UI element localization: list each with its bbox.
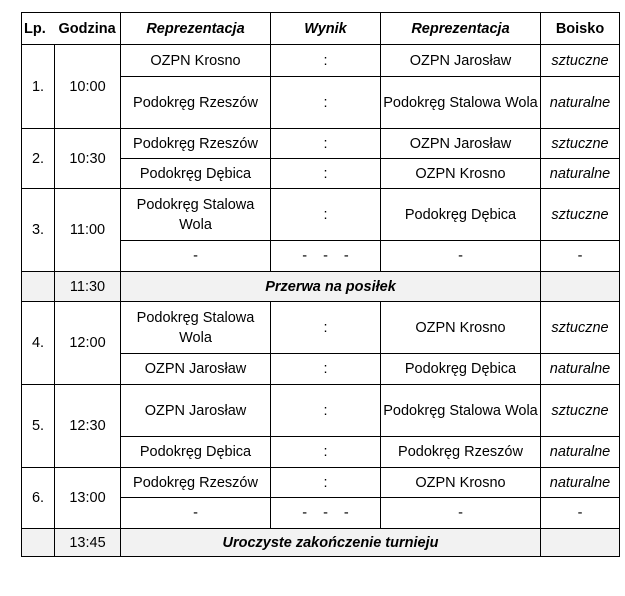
team2-cell: Podokręg Dębica	[381, 354, 541, 385]
score-cell: :	[271, 129, 381, 159]
score-cell: :	[271, 45, 381, 77]
time-cell: 13:00	[55, 468, 121, 529]
team2-cell: Podokręg Dębica	[381, 189, 541, 241]
field-cell: sztuczne	[541, 129, 620, 159]
table-row	[22, 189, 620, 241]
header-godzina: Godzina	[55, 13, 121, 45]
time-cell: 10:30	[55, 129, 121, 189]
break-time: 11:30	[55, 272, 121, 302]
lp-cell: 3.	[22, 189, 55, 272]
score-cell: :	[271, 189, 381, 241]
break-row	[22, 529, 620, 557]
lp-cell: 2.	[22, 129, 55, 189]
header-row	[22, 13, 620, 45]
header-wynik: Wynik	[271, 13, 381, 45]
team1-cell: Podokręg Dębica	[121, 159, 271, 189]
table-row	[22, 45, 620, 77]
team1-cell: -	[121, 498, 271, 529]
team2-cell: Podokręg Stalowa Wola	[381, 385, 541, 437]
table-row	[22, 302, 620, 354]
field-cell: -	[541, 498, 620, 529]
field-cell: sztuczne	[541, 302, 620, 354]
team2-cell: Podokręg Stalowa Wola	[381, 77, 541, 129]
team2-cell: OZPN Krosno	[381, 159, 541, 189]
lp-cell: 4.	[22, 302, 55, 385]
break-row	[22, 272, 620, 302]
team1-cell: Podokręg Dębica	[121, 437, 271, 468]
closing-label: Uroczyste zakończenie turnieju	[121, 529, 541, 557]
time-cell: 10:00	[55, 45, 121, 129]
field-cell: naturalne	[541, 437, 620, 468]
team2-cell: OZPN Jarosław	[381, 45, 541, 77]
team2-cell: Podokręg Rzeszów	[381, 437, 541, 468]
score-cell: :	[271, 437, 381, 468]
field-cell: naturalne	[541, 77, 620, 129]
header-reprezentacja-2: Reprezentacja	[381, 13, 541, 45]
team2-cell: -	[381, 241, 541, 272]
field-cell: naturalne	[541, 354, 620, 385]
field-cell: sztuczne	[541, 385, 620, 437]
team1-cell: Podokręg Rzeszów	[121, 77, 271, 129]
score-cell: :	[271, 354, 381, 385]
field-cell: naturalne	[541, 159, 620, 189]
team1-cell: Podokręg Rzeszów	[121, 468, 271, 498]
score-cell: :	[271, 77, 381, 129]
team1-cell: OZPN Jarosław	[121, 385, 271, 437]
schedule-table	[21, 12, 620, 557]
table-row	[22, 468, 620, 498]
team1-cell: Podokręg Stalowa Wola	[121, 302, 271, 354]
field-cell: sztuczne	[541, 45, 620, 77]
team1-cell: OZPN Krosno	[121, 45, 271, 77]
score-cell: :	[271, 468, 381, 498]
score-cell: - - -	[271, 241, 381, 272]
lp-cell: 1.	[22, 45, 55, 129]
header-lp: Lp.	[22, 13, 55, 45]
table-row	[22, 385, 620, 437]
field-cell: sztuczne	[541, 189, 620, 241]
score-cell: :	[271, 385, 381, 437]
team1-cell: Podokręg Rzeszów	[121, 129, 271, 159]
break-label: Przerwa na posiłek	[121, 272, 541, 302]
score-cell: - - -	[271, 498, 381, 529]
team2-cell: OZPN Krosno	[381, 468, 541, 498]
field-cell: -	[541, 241, 620, 272]
team1-cell: -	[121, 241, 271, 272]
team2-cell: -	[381, 498, 541, 529]
table-row	[22, 129, 620, 159]
score-cell: :	[271, 159, 381, 189]
lp-cell: 5.	[22, 385, 55, 468]
score-cell: :	[271, 302, 381, 354]
time-cell: 12:00	[55, 302, 121, 385]
team1-cell: Podokręg Stalowa Wola	[121, 189, 271, 241]
team1-cell: OZPN Jarosław	[121, 354, 271, 385]
team2-cell: OZPN Jarosław	[381, 129, 541, 159]
field-cell: naturalne	[541, 468, 620, 498]
time-cell: 12:30	[55, 385, 121, 468]
lp-cell: 6.	[22, 468, 55, 529]
header-reprezentacja-1: Reprezentacja	[121, 13, 271, 45]
header-boisko: Boisko	[541, 13, 620, 45]
time-cell: 11:00	[55, 189, 121, 272]
closing-time: 13:45	[55, 529, 121, 557]
team2-cell: OZPN Krosno	[381, 302, 541, 354]
